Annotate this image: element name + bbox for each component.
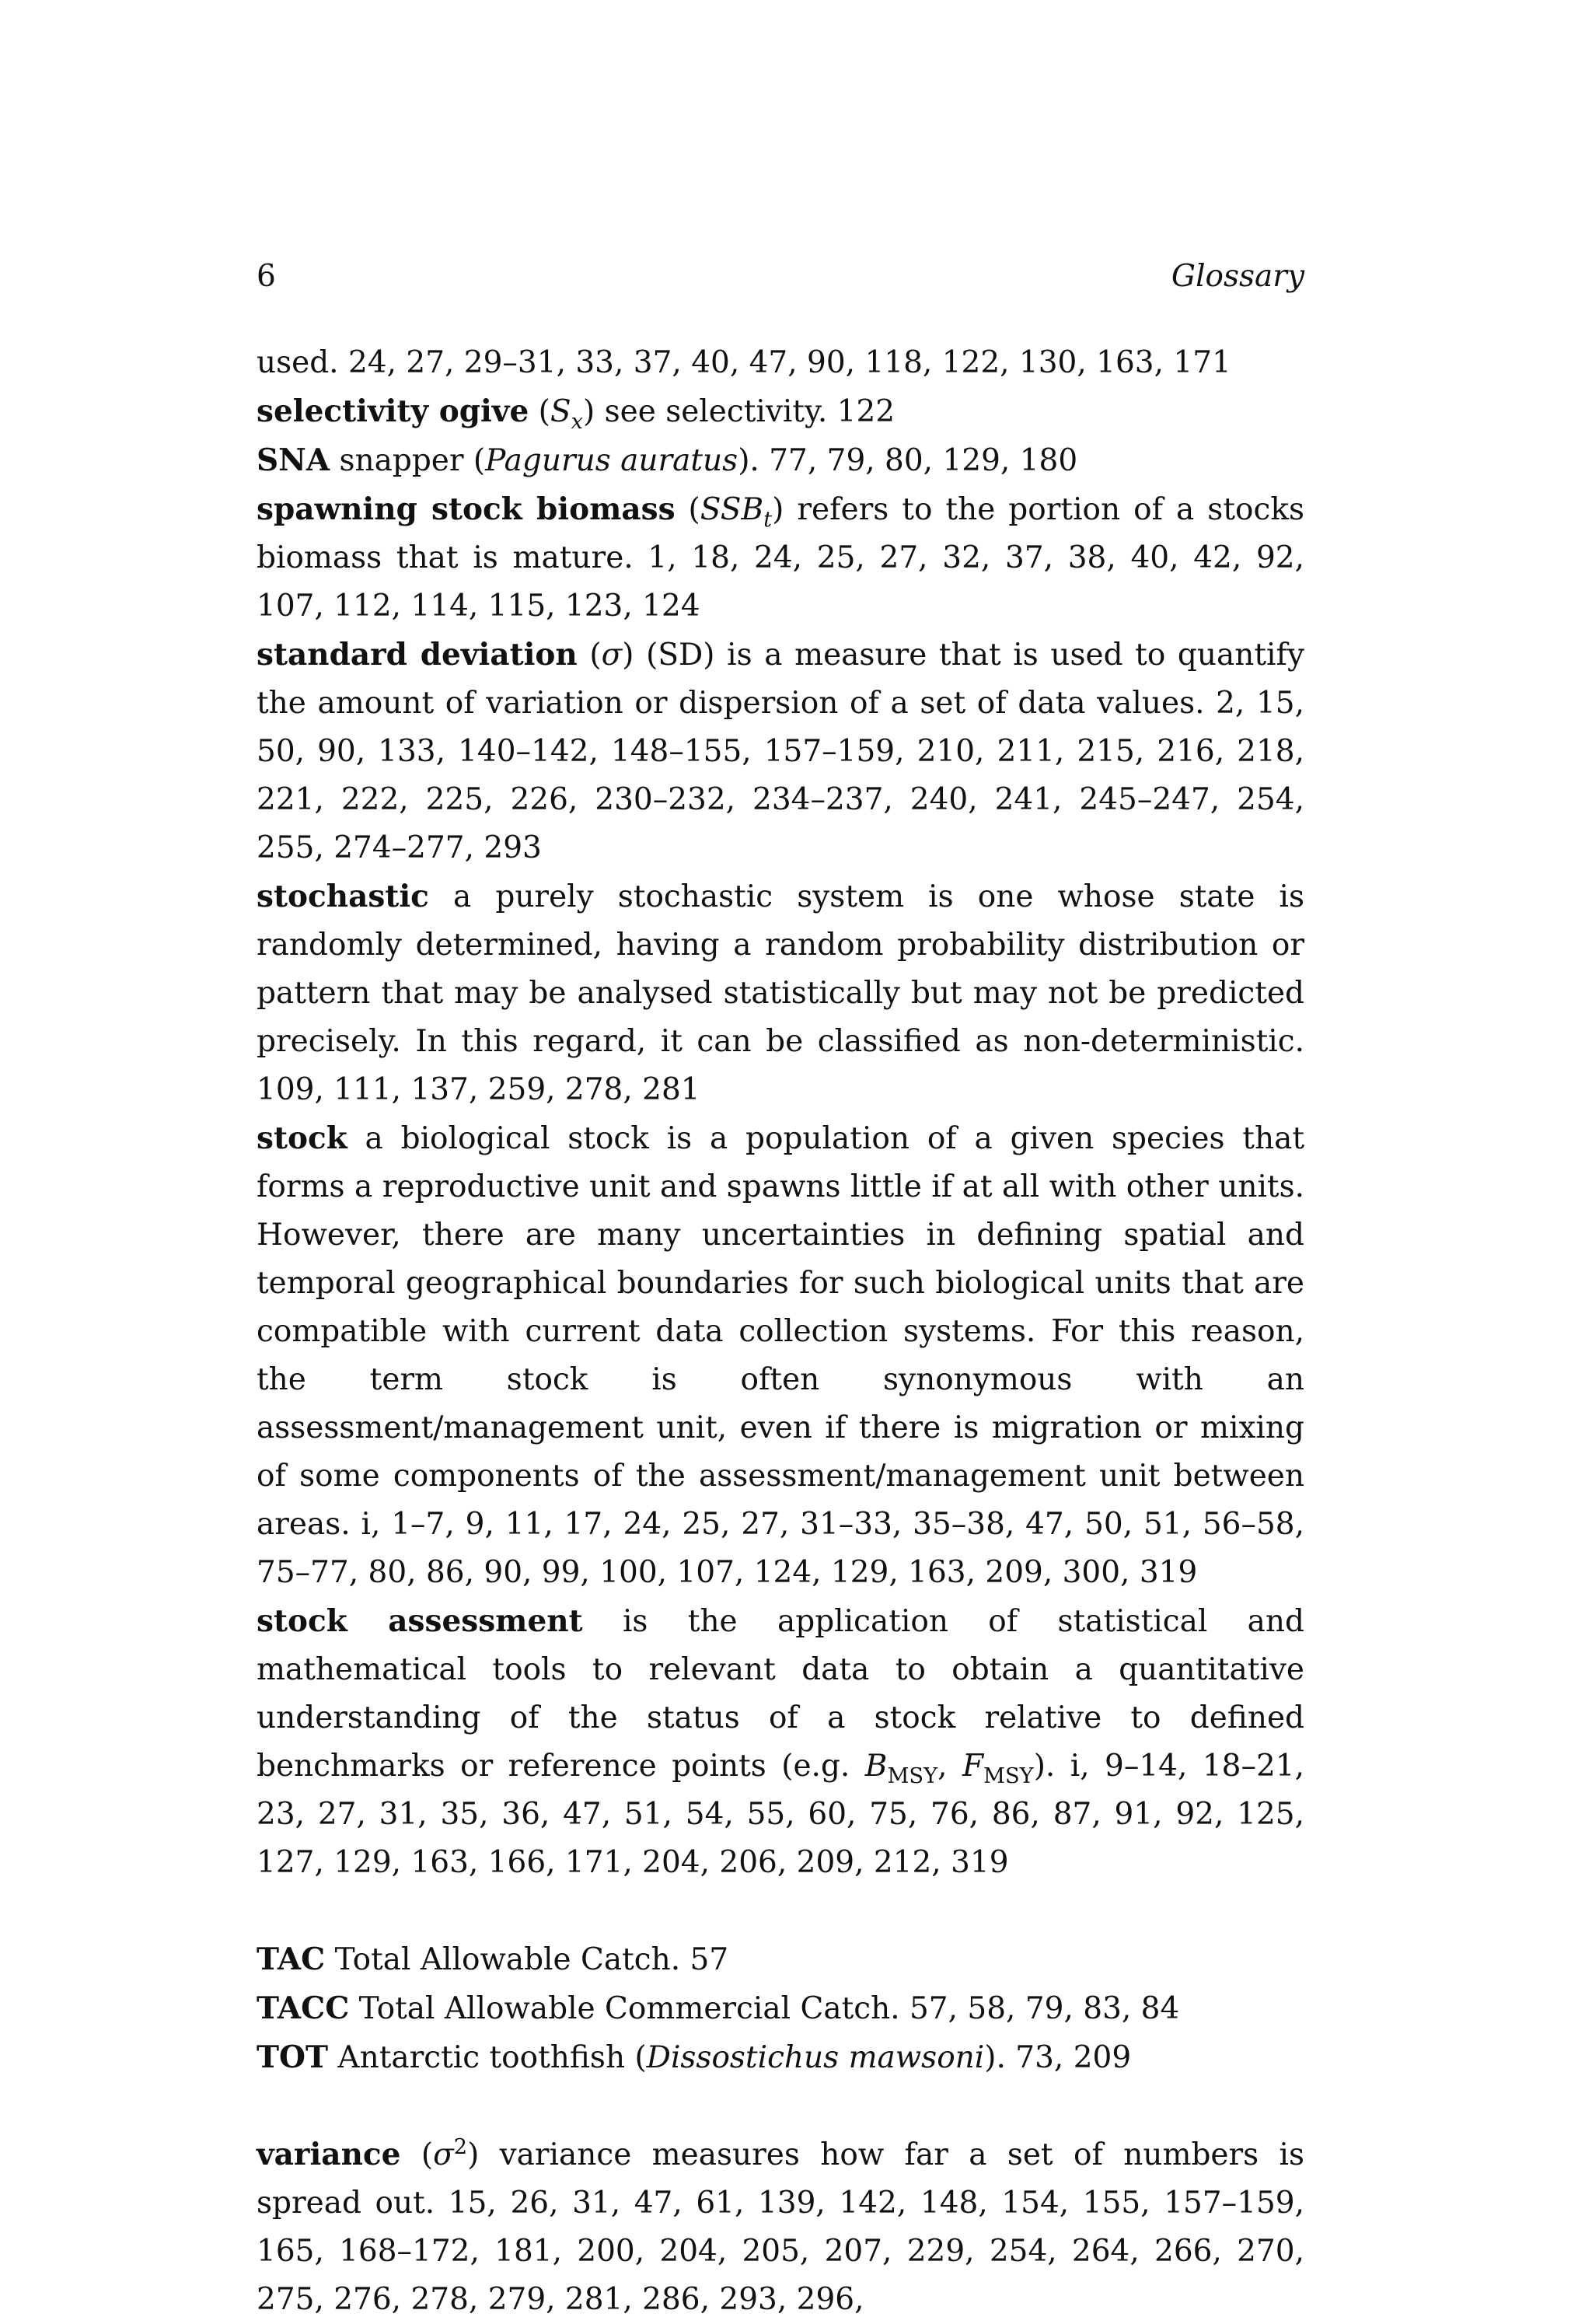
entry-symbol-superscript: 2 — [453, 2135, 468, 2159]
glossary-entry-standard-deviation — [257, 631, 1304, 872]
glossary-entry-tac — [257, 1935, 1304, 1984]
entry-term: TOT — [257, 2039, 329, 2075]
glossary-entry-stochastic — [257, 872, 1304, 1114]
entry-text: ). 77, 79, 80, 129, 180 — [738, 443, 1078, 478]
entry-text: snapper ( — [330, 443, 486, 478]
entry-text: , — [937, 1749, 962, 1784]
glossary-entry-selectivity-ogive — [257, 387, 1304, 436]
entry-text: ( — [577, 638, 602, 673]
entry-term: spawning stock biomass — [257, 491, 676, 527]
entry-text: ( — [400, 2137, 434, 2172]
entry-text: a purely stochastic system is one whose state is randomly determined, having a random probability distribution or pattern that may be analysed statistically but may not be predicted precisely. In this regard, it can be classified as non-deterministic. 109, 111, 137, 259, 278, 281 — [257, 879, 1304, 1107]
page-number: 6 — [257, 259, 276, 294]
glossary-entry-spawning-stock-biomass — [257, 485, 1304, 631]
entry-term: stock — [257, 1120, 347, 1156]
entry-term: TAC — [257, 1941, 326, 1977]
entry-term: stock assessment — [257, 1603, 583, 1639]
entry-text: ). 73, 209 — [984, 2040, 1132, 2075]
section-gap — [257, 2082, 1304, 2130]
entry-text: ). i, 9–14, 18–21, 23, 27, 31, 35, 36, 47, 51, 54, 55, 60, 75, 76, 86, 87, 91, 92, 125, 127, 129, 163, 166, 171, 204, 206, 209, 212, 319 — [257, 1749, 1304, 1880]
entry-term: stochastic — [257, 879, 429, 914]
glossary-entry-tot — [257, 2033, 1304, 2082]
entry-text: ) (SD) is a measure that is used to quantify the amount of variation or dispersion of a set of data values. 2, 15, 50, 90, 133, 140–142, 148–155, 157–159, 210, 211, 215, 216, 218, 221, 222, 225, 226, 230–232, 234–237, 240, 241, 245–247, 254, 255, 274–277, 293 — [257, 638, 1304, 865]
entry-species-name: Pagurus auratus — [485, 443, 738, 478]
entry-symbol: σ — [601, 638, 623, 673]
glossary-entry-stock-assessment — [257, 1597, 1304, 1887]
entry-species-name: Dissostichus mawsoni — [646, 2040, 985, 2075]
entry-symbol: SSB — [700, 492, 764, 527]
entry-text: used. 24, 27, 29–31, 33, 37, 40, 47, 90, 118, 122, 130, 163, 171 — [257, 345, 1231, 380]
entry-text: ) see selectivity. 122 — [583, 394, 896, 429]
glossary-entry-tacc — [257, 1984, 1304, 2033]
entry-text: Antarctic toothfish ( — [328, 2040, 647, 2075]
glossary-entry-variance — [257, 2130, 1304, 2324]
entry-text: ) refers to the portion of a stocks biomass that is mature. 1, 18, 24, 25, 27, 32, 37, 38, 40, 42, 92, 107, 112, 114, 115, 123, 124 — [257, 492, 1304, 624]
entry-symbol: σ — [433, 2137, 454, 2172]
entry-text: Total Allowable Catch. 57 — [325, 1942, 729, 1977]
running-head: Glossary — [1171, 259, 1304, 294]
entry-symbol-subscript: t — [763, 507, 773, 532]
entry-symbol: F — [962, 1749, 984, 1784]
entry-term: TACC — [257, 1990, 350, 2026]
entry-term: SNA — [257, 442, 330, 478]
section-gap — [257, 1887, 1304, 1935]
entry-text: ) variance measures how far a set of numbers is spread out. 15, 26, 31, 47, 61, 139, 142, 148, 154, 155, 157–159, 165, 168–172, 181, 200, 204, 205, 207, 229, 254, 264, 266, 270, 275, 276, 278, 279, 281, 286, 293, 296, — [257, 2137, 1304, 2317]
entry-symbol-subscript: x — [571, 409, 584, 434]
entry-symbol-subscript: MSY — [887, 1763, 938, 1788]
entry-text: Total Allowable Commercial Catch. 57, 58, 79, 83, 84 — [349, 1991, 1180, 2026]
glossary-entry-continuation — [257, 339, 1304, 387]
entry-term: selectivity ogive — [257, 393, 529, 429]
entry-text: a biological stock is a population of a given species that forms a reproductive unit and spawns little if at all with other units. However, there are many uncertainties in defining spatial and temporal geographical boundaries for such biological units that are compatible with current data collection systems. For this reason, the term stock is often synonymous with an assessment/management unit, even if there is migration or mixing of some components of the assessment/management unit between areas. i, 1–7, 9, 11, 17, 24, 25, 27, 31–33, 35–38, 47, 50, 51, 56–58, 75–77, 80, 86, 90, 99, 100, 107, 124, 129, 163, 209, 300, 319 — [257, 1121, 1304, 1590]
entry-symbol: S — [550, 394, 571, 429]
entry-text: is the application of statistical and mathematical tools to relevant data to obtain a quantitative understanding of the status of a stock relative to defined benchmarks or reference points (e.g. — [257, 1604, 1304, 1784]
entry-term: variance — [257, 2137, 401, 2172]
entry-symbol: B — [864, 1749, 888, 1784]
entry-text: ( — [529, 394, 550, 429]
entry-text: ( — [675, 492, 700, 527]
entry-symbol-subscript: MSY — [983, 1763, 1034, 1788]
glossary-entry-sna — [257, 436, 1304, 485]
entry-term: standard deviation — [257, 637, 578, 673]
glossary-entry-stock — [257, 1114, 1304, 1597]
glossary-body — [257, 339, 1304, 2324]
